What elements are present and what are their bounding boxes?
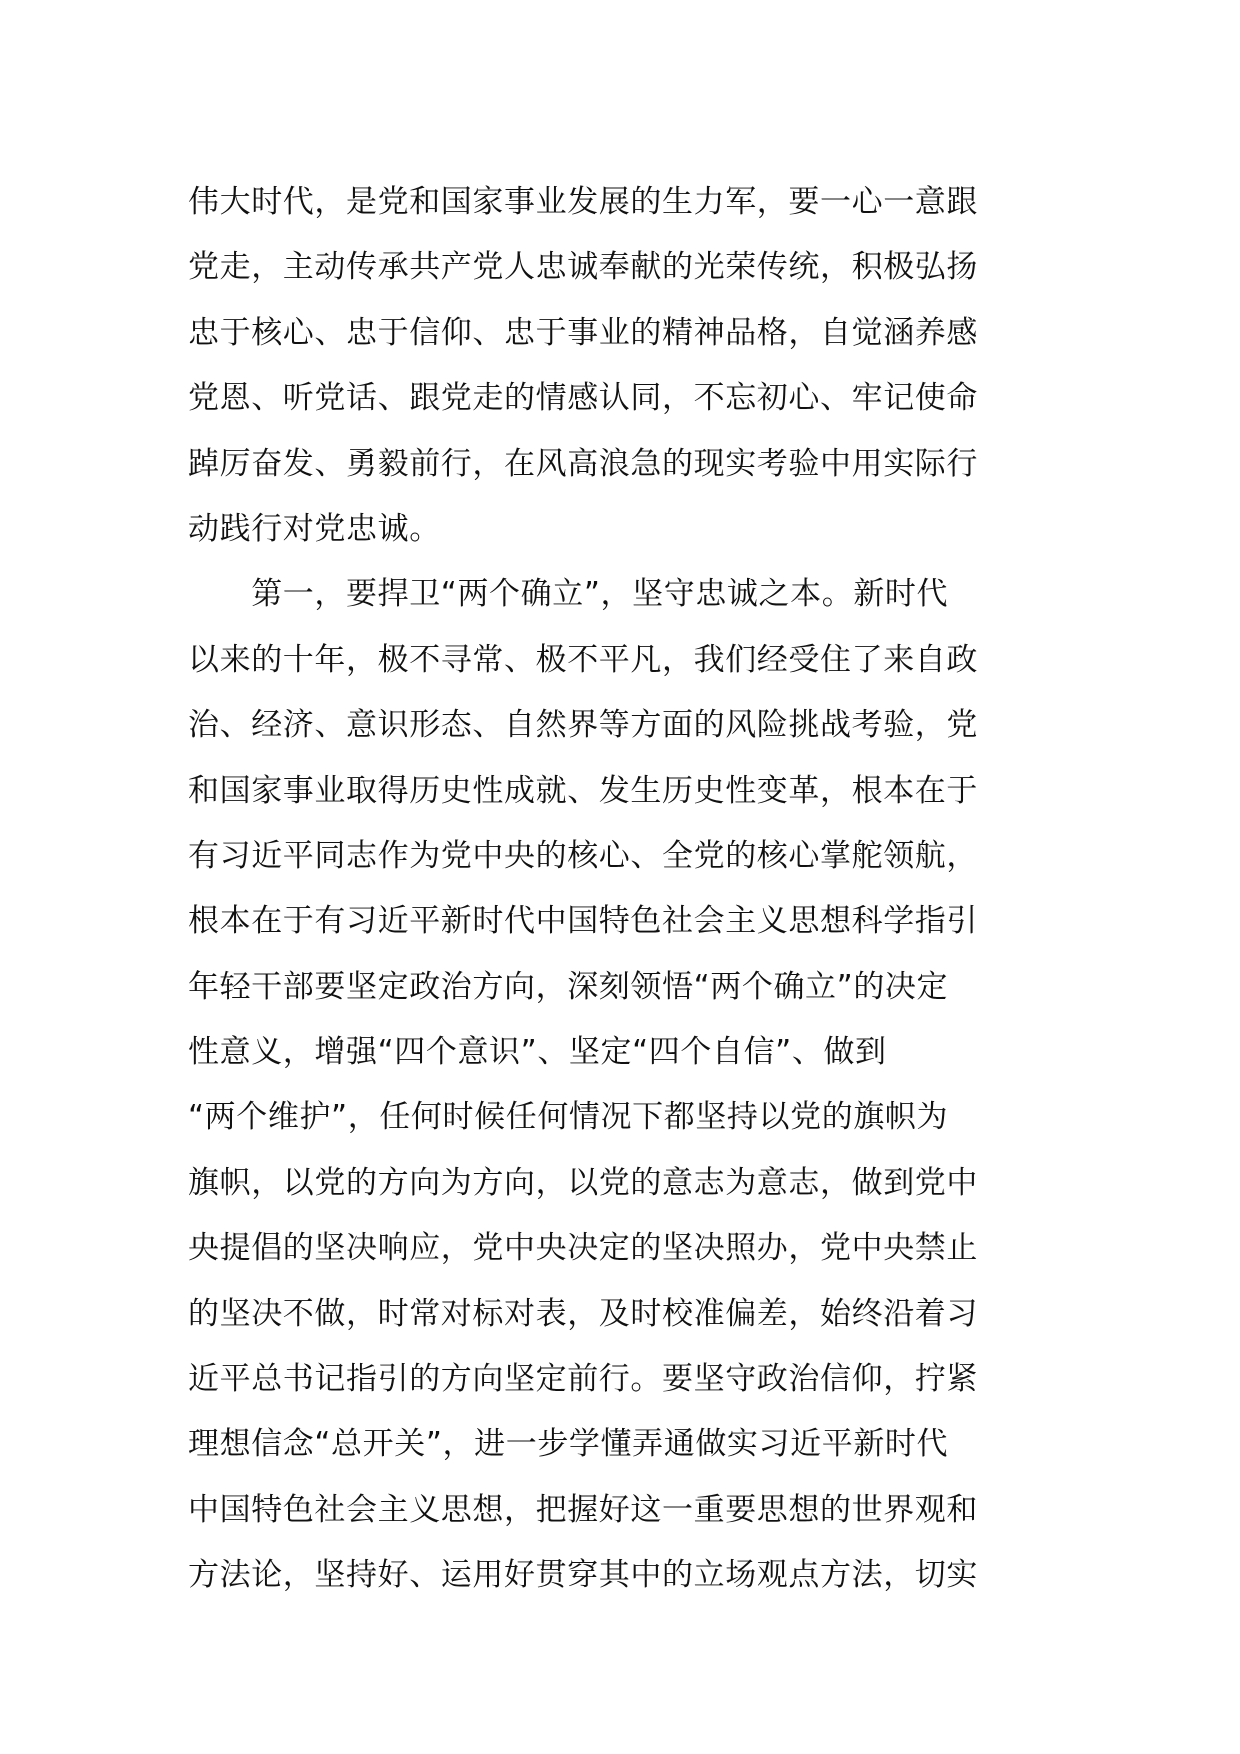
text-line: 党走，主动传承共产党人忠诚奉献的光荣传统，积极弘扬: [188, 249, 978, 286]
text-line: 的坚决不做，时常对标对表，及时校准偏差，始终沿着习: [188, 1295, 978, 1332]
text-line: 动践行对党忠诚。: [188, 510, 441, 547]
text-line: 近平总书记指引的方向坚定前行。要坚守政治信仰，拧紧: [188, 1361, 978, 1398]
text-line: 性意义，增强“四个意识”、坚定“四个自信”、做到: [188, 1034, 887, 1071]
text-line: 和国家事业取得历史性成就、发生历史性变革，根本在于: [188, 772, 978, 809]
text-line: 年轻干部要坚定政治方向，深刻领悟“两个确立”的决定: [188, 968, 949, 1005]
text-line: 以来的十年，极不寻常、极不平凡，我们经受住了来自政: [188, 641, 978, 678]
text-line: 踔厉奋发、勇毅前行，在风高浪急的现实考验中用实际行: [188, 445, 978, 482]
text-line: 根本在于有习近平新时代中国特色社会主义思想科学指引: [188, 903, 978, 940]
text-line: 中国特色社会主义思想，把握好这一重要思想的世界观和: [188, 1491, 978, 1528]
body-text: [188, 170, 1068, 1609]
text-line: 理想信念“总开关”，进一步学懂弄通做实习近平新时代: [188, 1426, 949, 1463]
text-line: “两个维护”，任何时候任何情况下都坚持以党的旗帜为: [188, 1099, 949, 1136]
paragraph-start-line: 第一，要捍卫“两个确立”，坚守忠诚之本。新时代: [188, 576, 949, 613]
text-line: 党恩、听党话、跟党走的情感认同，不忘初心、牢记使命: [188, 380, 978, 417]
text-line: 有习近平同志作为党中央的核心、全党的核心掌舵领航，: [188, 837, 978, 874]
text-line: 方法论，坚持好、运用好贯穿其中的立场观点方法，切实: [188, 1557, 978, 1594]
text-line: 伟大时代，是党和国家事业发展的生力军，要一心一意跟: [188, 184, 978, 220]
text-line: 治、经济、意识形态、自然界等方面的风险挑战考验，党: [188, 707, 978, 744]
text-line: 忠于核心、忠于信仰、忠于事业的精神品格，自觉涵养感: [188, 314, 978, 351]
text-line: 央提倡的坚决响应，党中央决定的坚决照办，党中央禁止: [188, 1230, 978, 1267]
text-line: 旗帜，以党的方向为方向，以党的意志为意志，做到党中: [188, 1164, 978, 1201]
